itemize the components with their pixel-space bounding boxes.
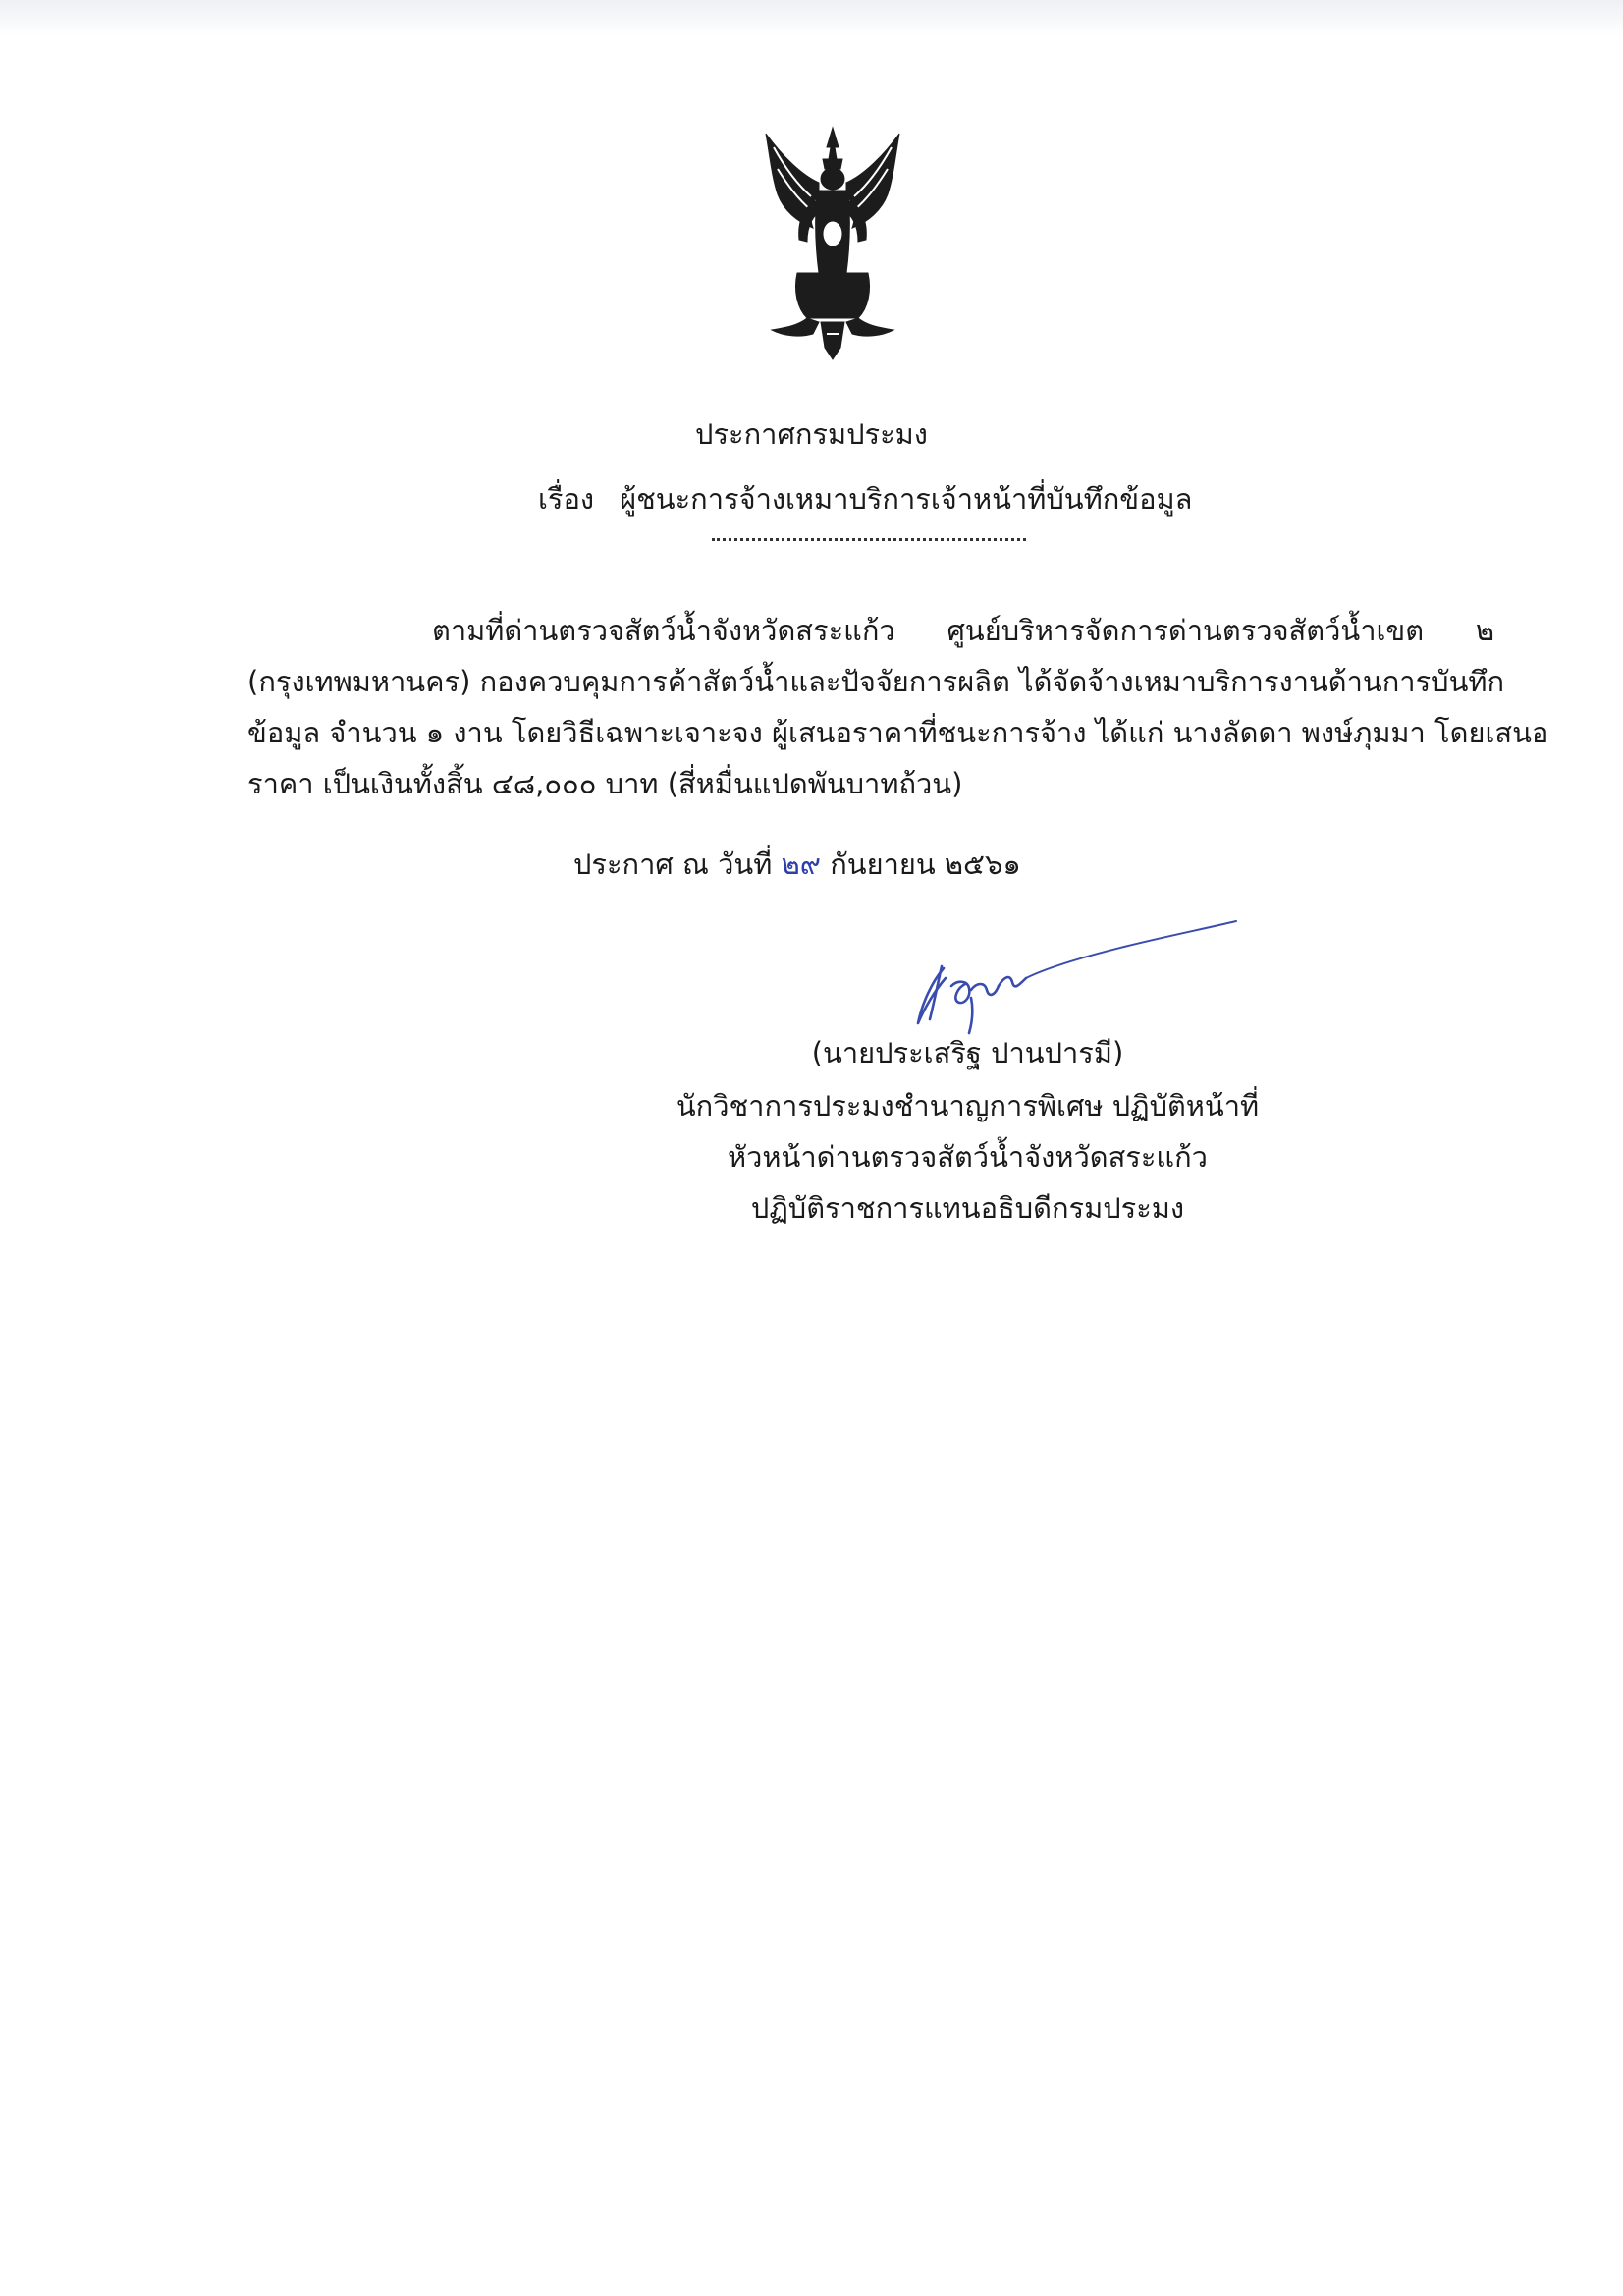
body-line-4: ราคา เป็นเงินทั้งสิ้น ๔๘,๐๐๐ บาท (สี่หมื่นแปดพันบาทถ้วน) — [247, 767, 963, 800]
body-line-3: ข้อมูล จำนวน ๑ งาน โดยวิธีเฉพาะเจาะจง ผู้เสนอราคาที่ชนะการจ้าง ได้แก่ นางลัดดา พงษ์ภุมมา โดยเสนอ — [247, 716, 1549, 749]
announce-month-year: กันยายน ๒๕๖๑ — [830, 847, 1021, 881]
signatory-position-1: นักวิชาการประมงชำนาญการพิเศษ ปฏิบัติหน้าที่ — [676, 1089, 1260, 1122]
handwritten-signature — [889, 913, 1242, 1041]
signatory-name: (นายประเสริฐ ปานปารมี) — [811, 1036, 1124, 1069]
document-title: ประกาศกรมประมง — [695, 417, 928, 451]
body-line-2: (กรุงเทพมหานคร) กองควบคุมการค้าสัตว์น้ำและปัจจัยการผลิต ได้จัดจ้างเหมาบริการงานด้านการบันทึก — [247, 665, 1505, 698]
body-line-1: ตามที่ด่านตรวจสัตว์น้ำจังหวัดสระแก้ว ศูนย์บริหารจัดการด่านตรวจสัตว์น้ำเขต ๒ — [432, 614, 1494, 647]
signatory-position-3: ปฏิบัติราชการแทนอธิบดีกรมประมง — [750, 1191, 1185, 1225]
dotted-divider — [712, 538, 1026, 547]
signatory-position-2: หัวหน้าด่านตรวจสัตว์น้ำจังหวัดสระแก้ว — [728, 1140, 1208, 1174]
announce-prefix: ประกาศ ณ วันที่ — [573, 847, 773, 881]
scan-edge-shadow — [0, 0, 1623, 35]
announcement-date — [573, 845, 1021, 884]
announce-day: ๒๙ — [781, 847, 821, 881]
subject-line — [538, 479, 1192, 519]
garuda-emblem-icon — [754, 126, 911, 361]
subject-label: เรื่อง — [538, 482, 595, 516]
subject-text: ผู้ชนะการจ้างเหมาบริการเจ้าหน้าที่บันทึกข้อมูล — [620, 482, 1193, 516]
